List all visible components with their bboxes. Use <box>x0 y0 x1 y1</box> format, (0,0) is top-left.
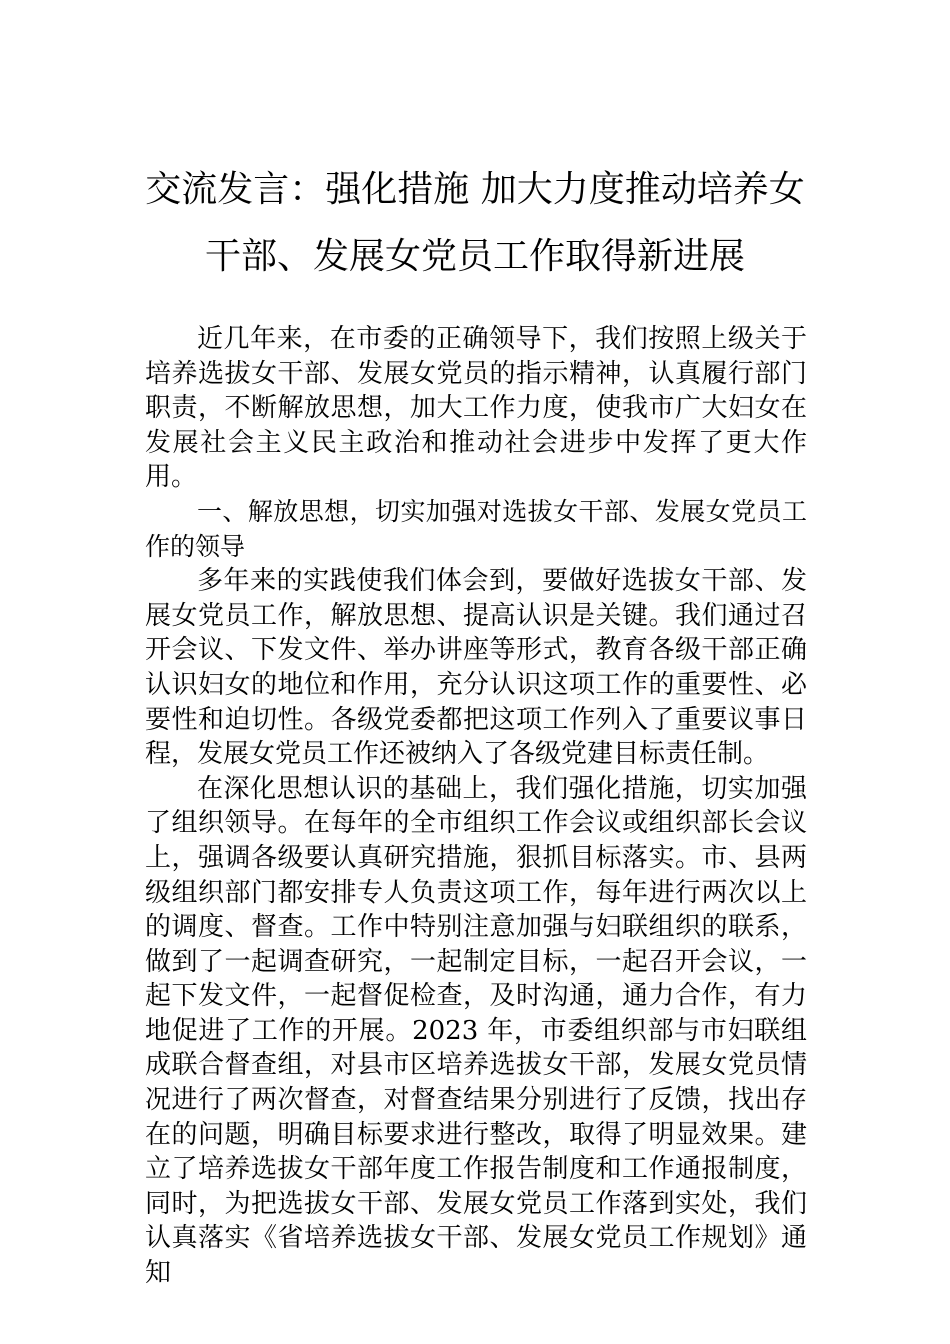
body-paragraph-practice: 多年来的实践使我们体会到，要做好选拔女干部、发展女党员工作，解放思想、提高认识是关键。我们通过召开会议、下发文件、举办讲座等形式，教育各级干部正确认识妇女的地位和作用，充分认识这项工作的重要性、必要性和迫切性。各级党委都把这项工作列入了重要议事日程，发展女党员工作还被纳入了各级党建目标责任制。 <box>145 566 807 770</box>
body-paragraph-measures: 在深化思想认识的基础上，我们强化措施，切实加强了组织领导。在每年的全市组织工作会议或组织部长会议上，强调各级要认真研究措施，狠抓目标落实。市、县两级组织部门都安排专人负责这项工作，每年进行两次以上的调度、督查。工作中特别注意加强与妇联组织的联系，做到了一起调查研究，一起制定目标，一起召开会议，一起下发文件，一起督促检查，及时沟通，通力合作，有力地促进了工作的开展。2023 年，市委组织部与市妇联组成联合督查组，对县市区培养选拔女干部，发展女党员情况进行了两次督查，对督查结果分别进行了反馈，找出存在的问题，明确目标要求进行整改，取得了明显效果。建立了培养选拔女干部年度工作报告制度和工作通报制度，同时，为把选拔女干部、发展女党员工作落到实处，我们认真落实《省培养选拔女干部、发展女党员工作规划》通知 <box>145 773 807 1289</box>
document-title-line-1: 交流发言：强化措施 加大力度推动培养女 <box>145 169 805 210</box>
body-paragraph-intro: 近几年来，在市委的正确领导下，我们按照上级关于培养选拔女干部、发展女党员的指示精神，认真履行部门职责，不断解放思想，加大工作力度，使我市广大妇女在发展社会主义民主政治和推动社会进步中发挥了更大作用。 <box>145 324 807 493</box>
document-body <box>145 322 807 1291</box>
document-title-line-2: 干部、发展女党员工作取得新进展 <box>204 236 745 277</box>
section-heading-1: 一、解放思想，切实加强对选拔女干部、发展女党员工作的领导 <box>145 496 807 561</box>
